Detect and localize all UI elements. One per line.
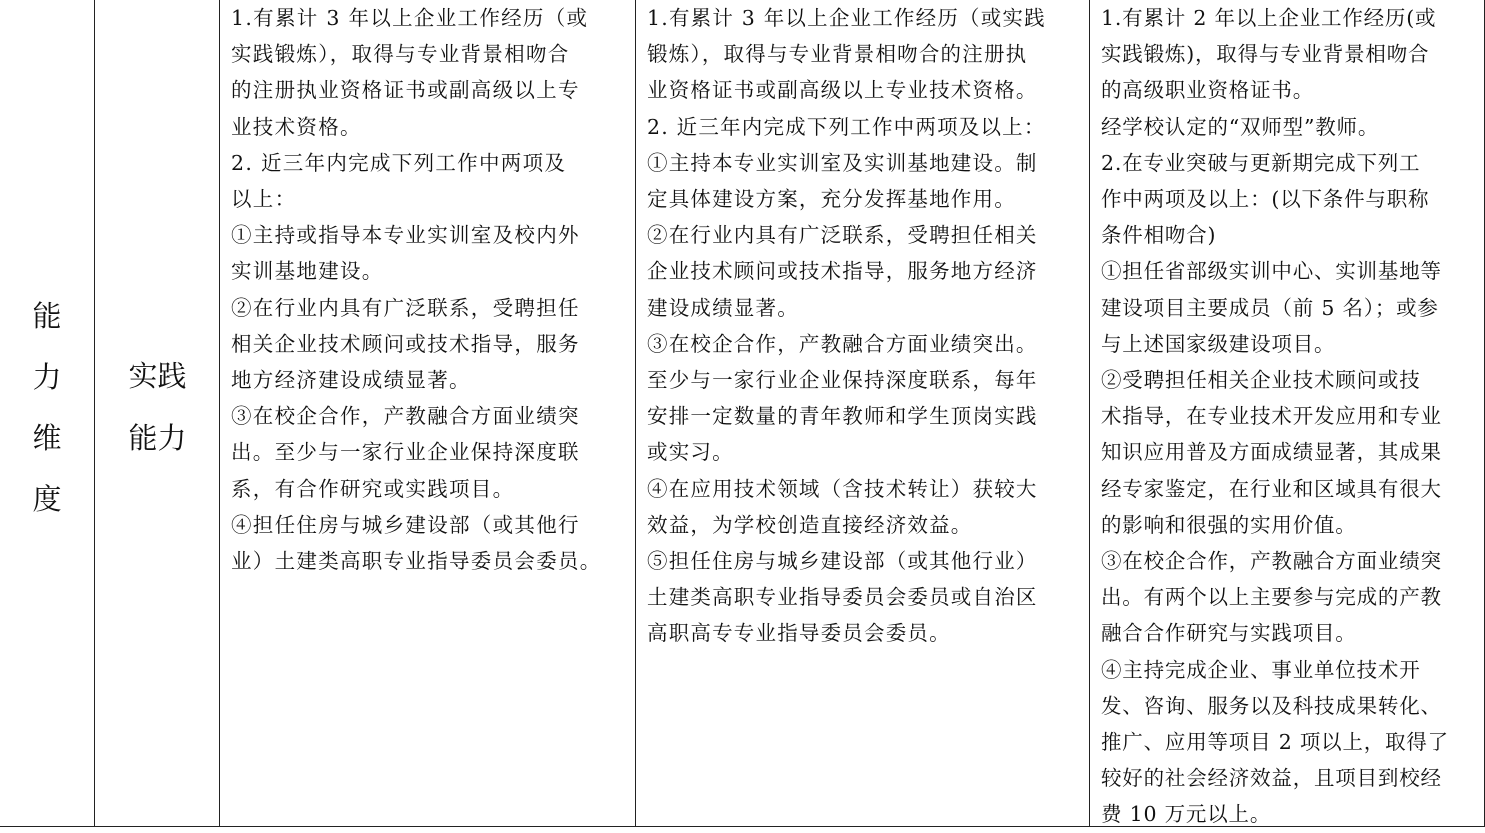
dimension-char: 能 bbox=[32, 299, 62, 333]
text-line: 知识应用普及方面成绩显著，其成果 bbox=[1101, 440, 1442, 465]
text-line: 费 10 万元以上。 bbox=[1101, 802, 1272, 827]
requirements-text bbox=[220, 0, 636, 579]
text-line: 推广、应用等项目 2 项以上，取得了 bbox=[1101, 730, 1449, 755]
sub-label-line: 实践 bbox=[128, 359, 187, 393]
dimension-char: 度 bbox=[32, 482, 62, 516]
text-line: 地方经济建设成绩显著。 bbox=[231, 368, 471, 393]
requirements-column-3 bbox=[1089, 0, 1485, 827]
text-line: 较好的社会经济效益，且项目到校经 bbox=[1101, 766, 1442, 791]
text-line: ③在校企合作，产教融合方面业绩突 bbox=[231, 404, 580, 429]
text-line: 2. 近三年内完成下列工作中两项及以上： bbox=[647, 114, 1046, 139]
text-line: 相关企业技术顾问或技术指导，服务 bbox=[231, 331, 580, 356]
text-line: 1.有累计 2 年以上企业工作经历(或 bbox=[1101, 6, 1437, 30]
text-line: 系，有合作研究或实践项目。 bbox=[231, 476, 515, 501]
text-line: 经学校认定的“双师型”教师。 bbox=[1101, 114, 1380, 139]
text-line: 安排一定数量的青年教师和学生顶岗实践 bbox=[647, 404, 1038, 429]
text-line: 的注册执业资格证书或副高级以上专 bbox=[231, 78, 580, 103]
sub-label-line: 能力 bbox=[128, 421, 187, 455]
text-line: 建设成绩显著。 bbox=[647, 295, 799, 320]
text-line: 企业技术顾问或技术指导，服务地方经济 bbox=[647, 259, 1038, 284]
text-line: 实践锻炼），取得与专业背景相吻合 bbox=[231, 42, 570, 67]
text-line: 经专家鉴定，在行业和区域具有很大 bbox=[1101, 476, 1442, 501]
text-line: ⑤担任住房与城乡建设部（或其他行业） bbox=[647, 549, 1038, 574]
text-line: ②在行业内具有广泛联系，受聘担任 bbox=[231, 295, 580, 320]
text-line: 业）土建类高职专业指导委员会委员。 bbox=[231, 549, 602, 574]
text-line: ②受聘担任相关企业技术顾问或技 bbox=[1101, 368, 1421, 393]
text-line: 实践锻炼)，取得与专业背景相吻合 bbox=[1101, 42, 1430, 67]
text-line: 1.有累计 3 年以上企业工作经历（或实践 bbox=[647, 6, 1046, 30]
requirements-text bbox=[636, 0, 1090, 652]
text-line: 定具体建设方案，充分发挥基地作用。 bbox=[647, 187, 1016, 212]
text-line: 条件相吻合) bbox=[1101, 223, 1217, 248]
text-line: 2. 近三年内完成下列工作中两项及 bbox=[231, 150, 567, 175]
text-line: 实训基地建设。 bbox=[231, 259, 384, 284]
text-line: 高职高专专业指导委员会委员。 bbox=[647, 621, 951, 646]
text-line: ①主持本专业实训室及实训基地建设。制 bbox=[647, 150, 1038, 175]
text-line: 至少与一家行业企业保持深度联系，每年 bbox=[647, 368, 1038, 393]
text-line: ①担任省部级实训中心、实训基地等 bbox=[1101, 259, 1442, 284]
text-line: ④在应用技术领域（含技术转让）获较大 bbox=[647, 476, 1038, 501]
text-line: 作中两项及以上：(以下条件与职称 bbox=[1101, 187, 1430, 212]
text-line: ④主持完成企业、事业单位技术开 bbox=[1101, 657, 1421, 682]
requirements-text bbox=[1090, 0, 1485, 833]
text-line: 建设项目主要成员（前 5 名）；或参 bbox=[1101, 295, 1439, 320]
text-line: 土建类高职专业指导委员会委员或自治区 bbox=[647, 585, 1038, 610]
text-line: ①主持或指导本专业实训室及校内外 bbox=[231, 223, 580, 248]
text-line: ④担任住房与城乡建设部（或其他行 bbox=[231, 512, 580, 537]
dimension-label bbox=[0, 286, 94, 530]
sub-dimension-cell bbox=[94, 0, 219, 827]
text-line: 或实习。 bbox=[647, 440, 734, 465]
text-line: 效益，为学校创造直接经济效益。 bbox=[647, 512, 973, 537]
dimension-cell bbox=[0, 0, 94, 827]
text-line: 以上： bbox=[231, 187, 297, 212]
text-line: 出。至少与一家行业企业保持深度联 bbox=[231, 440, 580, 465]
dimension-char: 维 bbox=[32, 421, 62, 455]
text-line: 1.有累计 3 年以上企业工作经历（或 bbox=[231, 6, 589, 30]
sub-dimension-label bbox=[95, 345, 220, 469]
requirements-column-2 bbox=[635, 0, 1089, 827]
text-line: ③在校企合作，产教融合方面业绩突 bbox=[1101, 549, 1442, 574]
text-line: 出。有两个以上主要参与完成的产教 bbox=[1101, 585, 1442, 610]
text-line: 的高级职业资格证书。 bbox=[1101, 78, 1314, 103]
text-line: 锻炼），取得与专业背景相吻合的注册执 bbox=[647, 42, 1028, 67]
text-line: 发、咨询、服务以及科技成果转化、 bbox=[1101, 693, 1442, 718]
text-line: ③在校企合作，产教融合方面业绩突出。 bbox=[647, 331, 1038, 356]
text-line: 与上述国家级建设项目。 bbox=[1101, 331, 1336, 356]
text-line: 2.在专业突破与更新期完成下列工 bbox=[1101, 150, 1421, 175]
text-line: 的影响和很强的实用价值。 bbox=[1101, 512, 1357, 537]
text-line: 业技术资格。 bbox=[231, 114, 362, 139]
dimension-char: 力 bbox=[32, 360, 62, 394]
text-line: ②在行业内具有广泛联系，受聘担任相关 bbox=[647, 223, 1038, 248]
text-line: 业资格证书或副高级以上专业技术资格。 bbox=[647, 78, 1038, 103]
text-line: 融合合作研究与实践项目。 bbox=[1101, 621, 1357, 646]
requirements-column-1 bbox=[219, 0, 635, 827]
text-line: 术指导，在专业技术开发应用和专业 bbox=[1101, 404, 1442, 429]
